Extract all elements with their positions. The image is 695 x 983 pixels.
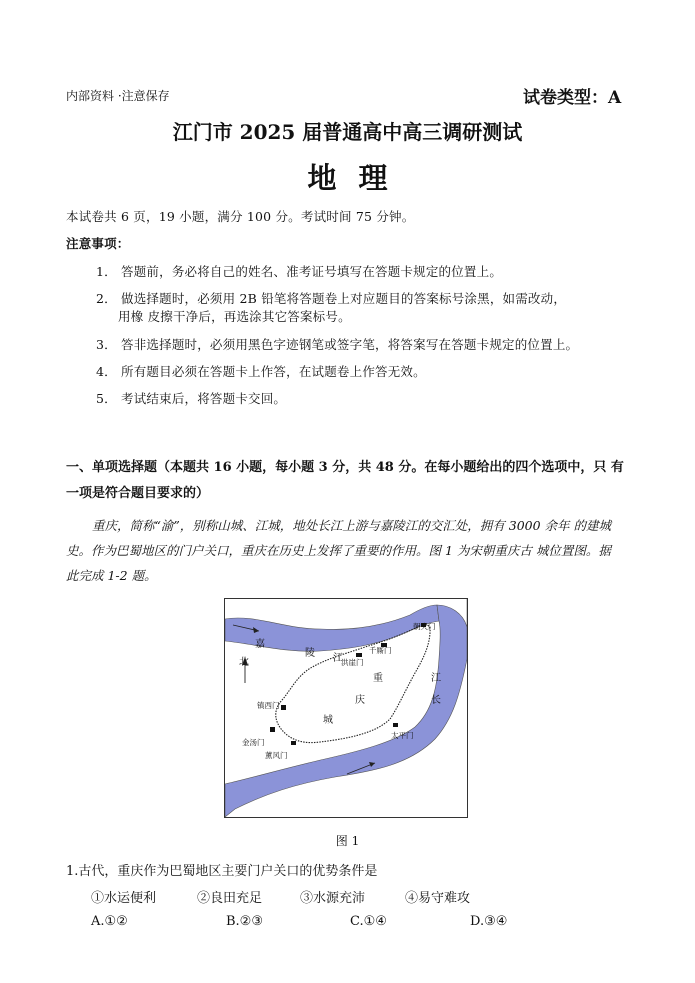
river-label: 嘉 (255, 639, 265, 650)
note-item: 用橡 皮擦干净后，再选涂其它答案标号。 (118, 309, 351, 324)
gate-label: 太平门 (391, 731, 414, 740)
gate-label: 千厮门 (369, 646, 392, 655)
statement-item: ②良田充足 (197, 891, 263, 906)
paper-info: 本试卷共 6 页，19 小题，满分 100 分。考试时间 75 分钟。 (66, 209, 415, 224)
answer-choice: A.①② (91, 914, 128, 929)
gate-label: 金汤门 (242, 738, 265, 747)
city-label: 庆 (355, 695, 365, 706)
answer-choice: D.③④ (470, 914, 508, 929)
city-label: 城 (323, 715, 333, 726)
note-item: 2． 做选择题时，必须用 2B 铅笔将答题卷上对应题目的答案标号涂黑，如需改动， (96, 291, 567, 306)
note-item: 1． 答题前，务必将自己的姓名、准考证号填写在答题卡规定的位置上。 (96, 264, 503, 279)
question-stem: 1.古代，重庆作为巴蜀地区主要门户关口的优势条件是 (66, 864, 378, 879)
statement-item: ①水运便利 (91, 891, 157, 906)
passage-text: 重庆，简称“渝”，别称山城、江城，地处长江上游与嘉陵江的交汇处，拥有 3000 余年 的建城史。作为巴蜀地区的门户关口，重庆在历史上发挥了重要的作用。图 1 为宋朝重庆古 城位置图。据此完成 1-2 题。 (66, 518, 612, 583)
statement-item: ③水源充沛 (300, 891, 366, 906)
answer-choice: B.②③ (226, 914, 263, 929)
exam-title: 江门市 2025 届普通高中高三调研测试 (172, 120, 523, 144)
section-heading: 一、单项选择题（本题共 16 小题，每小题 3 分，共 48 分。在每小题给出的四个选项中，只 有一项是符合题目要求的） (66, 460, 624, 501)
gate-label: 朝天门 (413, 622, 436, 631)
internal-note: 内部资料 ·注意保存 (66, 89, 170, 103)
map-figure (224, 598, 468, 818)
city-label: 重 (373, 673, 383, 684)
gate-label: 镇西门 (257, 701, 280, 710)
notes-heading: 注意事项： (66, 236, 130, 251)
gate-label: 薰风门 (265, 751, 288, 760)
river-label: 陵 (305, 648, 315, 659)
gate-label: 洪崖门 (341, 658, 364, 667)
answer-choice: C.①④ (350, 914, 387, 929)
river-label: 江 (431, 673, 441, 684)
river-label: 长 (431, 695, 441, 706)
subject-title: 地理 (307, 161, 410, 195)
statement-item: ④易守难攻 (405, 891, 471, 906)
paper-type: 试卷类型：A (523, 88, 622, 108)
figure-caption: 图 1 (335, 834, 360, 848)
note-item: 3． 答非选择题时，必须用黑色字迹钢笔或签字笔，将答案写在答题卡规定的位置上。 (96, 337, 579, 352)
river-label: 江 (333, 653, 343, 664)
note-item: 4． 所有题目必须在答题卡上作答，在试题卷上作答无效。 (96, 364, 426, 379)
note-item: 5． 考试结束后，将答题卡交回。 (96, 391, 287, 406)
north-label: 北 (239, 657, 249, 668)
